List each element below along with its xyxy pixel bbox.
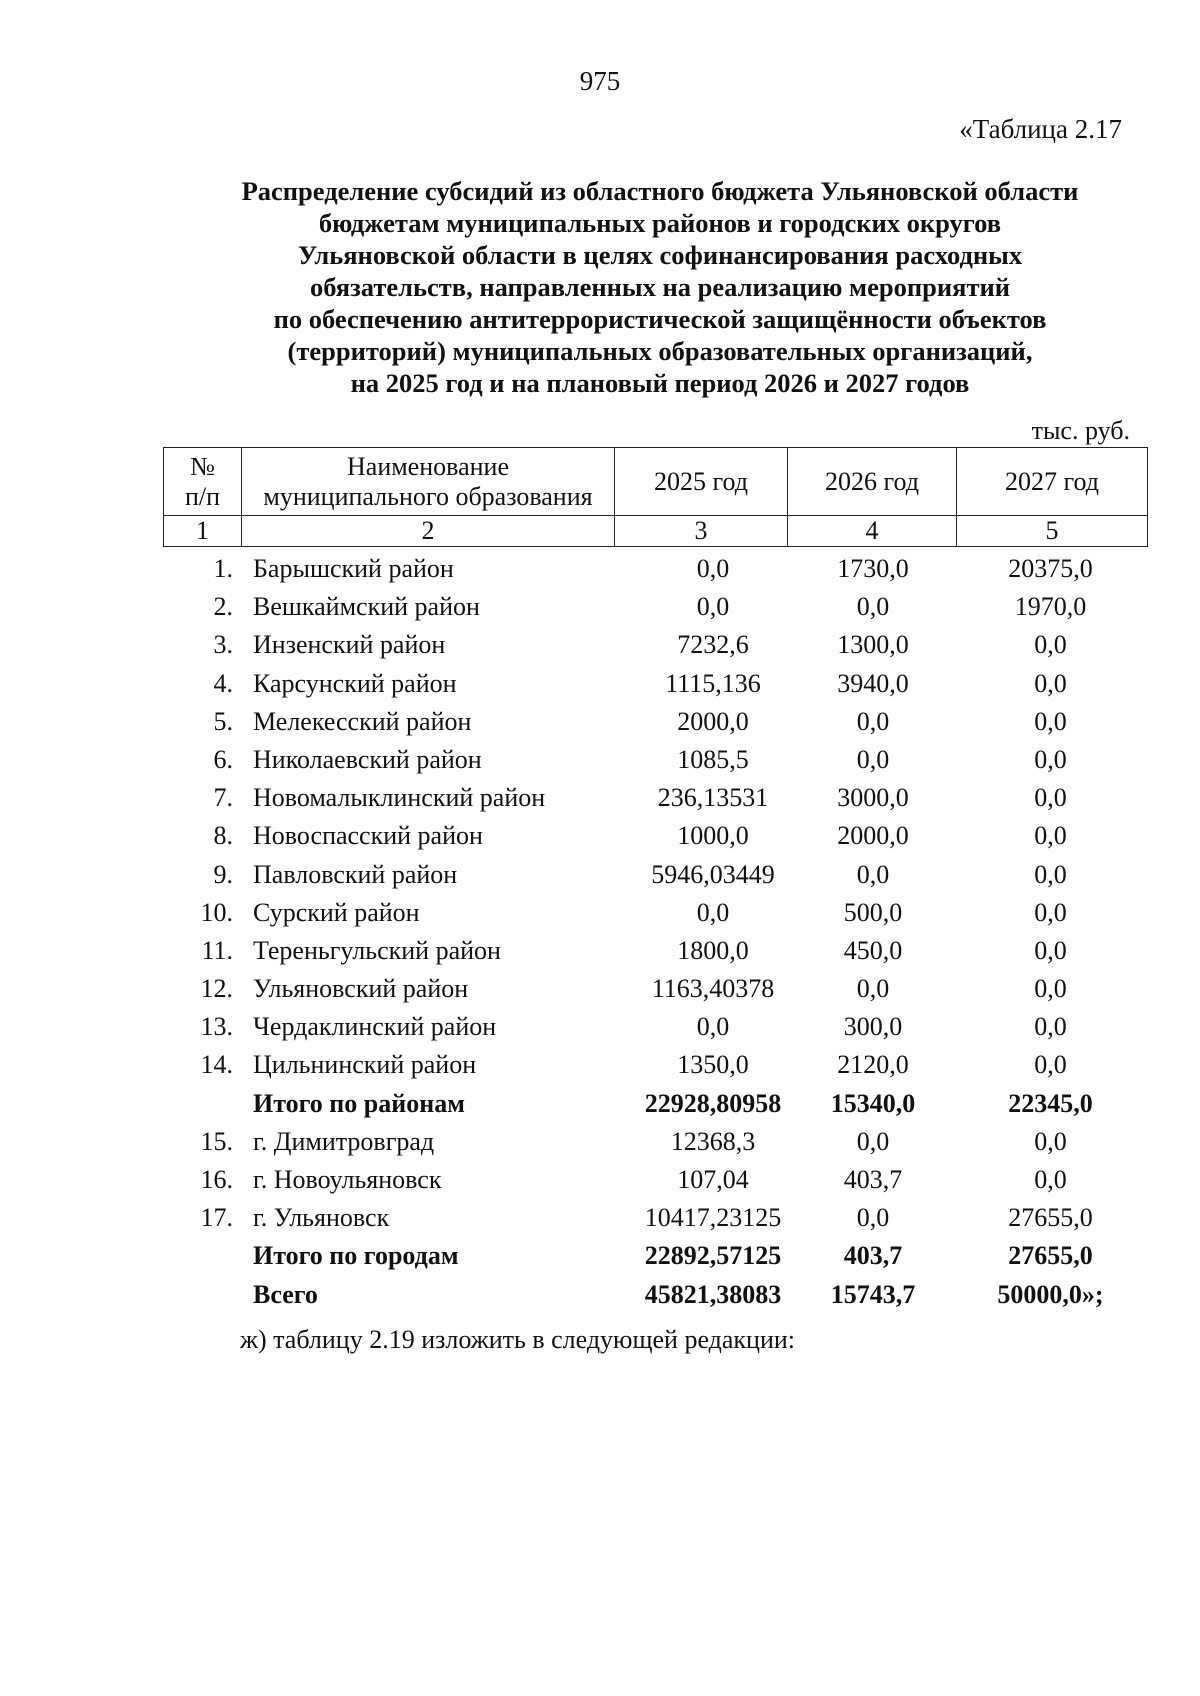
document-title [160,175,1160,399]
value-2027: 0,0 [1034,1165,1067,1194]
row-name: Вешкаймский район [253,592,480,622]
table-row [163,1199,1148,1237]
row-name: Барышский район [253,554,454,583]
header-2025: 2025 год [615,448,788,516]
table-total-row [163,1276,1148,1314]
row-name: Итого по районам [253,1088,465,1118]
table-total-row [163,1085,1148,1123]
row-name: г. Димитровград [253,1126,435,1156]
title-line: бюджетам муниципальных районов и городских округов [318,208,1002,238]
header-name-line2: муниципального образования [263,481,593,511]
value-2027: 0,0 [1034,706,1067,736]
value-2025: 2000,0 [677,706,749,736]
value-2027: 0,0 [1034,744,1067,774]
value-2025: 107,04 [677,1165,749,1194]
table-row [163,665,1148,703]
footer-text: ж) таблицу 2.19 изложить в следующей редакции: [240,1325,796,1354]
value-2026: 1300,0 [837,630,909,660]
row-number: 13. [200,1012,233,1042]
row-number: 1. [213,554,233,583]
row-number: 11. [201,935,233,965]
row-number: 9. [213,859,233,889]
value-2025: 1085,5 [677,744,749,774]
row-number: 5. [213,706,233,736]
value-2026: 0,0 [856,1203,890,1233]
value-2026: 0,0 [856,744,890,774]
row-name: г. Ульяновск [253,1203,390,1233]
row-name: Карсунский район [253,668,457,698]
table-row [163,856,1148,894]
row-name: Чердаклинский район [253,1012,497,1042]
value-2025: 45821,38083 [644,1279,782,1309]
value-2026: 3940,0 [837,668,909,698]
row-number: 4. [213,668,233,698]
header-num [164,448,242,516]
row-number: 3. [213,630,233,660]
value-2027: 0,0 [1034,783,1067,813]
value-2026: 403,7 [843,1165,903,1194]
value-2026: 0,0 [856,1126,890,1156]
value-2027: 0,0 [1034,1126,1067,1156]
table-row [163,1161,1148,1199]
table-header [163,447,1148,547]
row-name: Николаевский район [253,744,482,774]
row-number: 12. [200,974,233,1004]
row-number: 8. [213,821,233,851]
value-2025: 1115,136 [665,668,761,698]
value-2027: 0,0 [1034,630,1067,660]
units-label: тыс. руб. [1031,416,1130,445]
value-2026: 450,0 [843,935,903,965]
row-name: Итого по городам [253,1241,459,1271]
value-2026: 403,7 [843,1241,903,1271]
header-2026: 2026 год [788,448,957,516]
value-2026: 0,0 [856,592,890,622]
title-line: Распределение субсидий из областного бюджета Ульяновской области [241,176,1079,206]
value-2026: 15340,0 [830,1088,916,1118]
row-name: г. Новоульяновск [253,1165,442,1194]
row-number: 15. [200,1126,233,1156]
value-2027: 0,0 [1034,821,1067,851]
value-2025: 1163,40378 [651,974,775,1004]
value-2027: 0,0 [1034,974,1067,1004]
title-line: по обеспечению антитеррористической защищённости объектов [273,304,1047,334]
value-2026: 0,0 [856,974,890,1004]
value-2025: 10417,23125 [644,1203,782,1233]
value-2026: 2120,0 [837,1050,909,1080]
table-label: «Таблица 2.17 [959,114,1122,144]
row-name: Тереньгульский район [253,935,501,965]
value-2025: 0,0 [696,592,730,622]
table-row [163,1008,1148,1046]
table-row [163,970,1148,1008]
value-2027: 20375,0 [1008,554,1093,583]
value-2027: 0,0 [1034,935,1067,965]
value-2026: 0,0 [856,859,890,889]
value-2027: 0,0 [1034,1050,1067,1080]
value-2026: 0,0 [856,706,890,736]
table-row [163,703,1148,741]
row-number: 16. [200,1165,233,1194]
table-row [163,741,1148,779]
header-name-line1: Наименование [347,451,509,481]
row-number: 10. [200,897,233,927]
value-2026: 1730,0 [837,554,909,583]
title-line: на 2025 год и на плановый период 2026 и 2027 годов [350,368,970,398]
row-number: 2. [213,592,233,622]
table-total-row [163,1237,1148,1275]
table-row [163,1046,1148,1084]
value-2025: 22928,80958 [644,1088,782,1118]
value-2026: 2000,0 [837,821,909,851]
value-2026: 15743,7 [830,1279,916,1309]
value-2025: 22892,57125 [644,1241,782,1271]
row-name: Павловский район [253,859,458,889]
row-number: 7. [213,783,233,813]
value-2025: 12368,3 [670,1126,756,1156]
value-2025: 1800,0 [677,935,749,965]
value-2026: 300,0 [843,1012,903,1042]
table-row [163,550,1148,588]
value-2027: 0,0 [1034,897,1067,927]
header-num-line1: № [190,451,215,481]
row-number: 17. [200,1203,233,1233]
row-name: Сурский район [253,897,420,927]
value-2027: 0,0 [1034,1012,1067,1042]
table-row [163,932,1148,970]
value-2025: 1000,0 [677,821,749,851]
value-2027: 50000,0»; [997,1279,1104,1309]
row-name: Ульяновский район [253,974,469,1004]
header-num-line2: п/п [184,481,221,511]
value-2027: 27655,0 [1008,1203,1093,1233]
table-row [163,779,1148,817]
title-line: обязательств, направленных на реализацию мероприятий [309,272,1011,302]
title-line: (территорий) муниципальных образовательных организаций, [287,336,1033,366]
table-row [163,588,1148,626]
row-name: Всего [253,1279,318,1309]
column-number: 1 [164,516,242,547]
value-2025: 0,0 [696,554,730,583]
value-2027: 1970,0 [1014,592,1087,622]
value-2026: 500,0 [843,897,903,927]
row-name: Инзенский район [253,630,446,660]
table-row [163,817,1148,855]
title-line: Ульяновской области в целях софинансирования расходных [297,240,1023,270]
value-2027: 27655,0 [1008,1241,1093,1271]
column-number: 3 [615,516,788,547]
value-2027: 0,0 [1034,859,1067,889]
row-name: Мелекесский район [253,706,472,736]
header-2027: 2027 год [957,448,1148,516]
value-2026: 3000,0 [837,783,909,813]
row-number: 6. [213,744,233,774]
row-name: Новоспасский район [253,821,483,851]
row-name: Цильнинский район [253,1050,477,1080]
value-2027: 22345,0 [1008,1088,1093,1118]
value-2025: 0,0 [696,1012,730,1042]
page-number: 975 [579,66,621,96]
value-2027: 0,0 [1034,668,1067,698]
column-number: 2 [242,516,615,547]
value-2025: 5946,03449 [651,859,775,889]
value-2025: 236,13531 [657,783,769,813]
value-2025: 1350,0 [677,1050,749,1080]
row-name: Новомалыклинский район [253,783,546,813]
row-number: 14. [200,1050,233,1080]
header-name [242,448,615,516]
column-number: 5 [957,516,1148,547]
table-row [163,1123,1148,1161]
table-row [163,626,1148,664]
column-number: 4 [788,516,957,547]
value-2025: 7232,6 [677,630,749,660]
table-row [163,894,1148,932]
value-2025: 0,0 [696,897,730,927]
table-body [163,550,1148,1314]
